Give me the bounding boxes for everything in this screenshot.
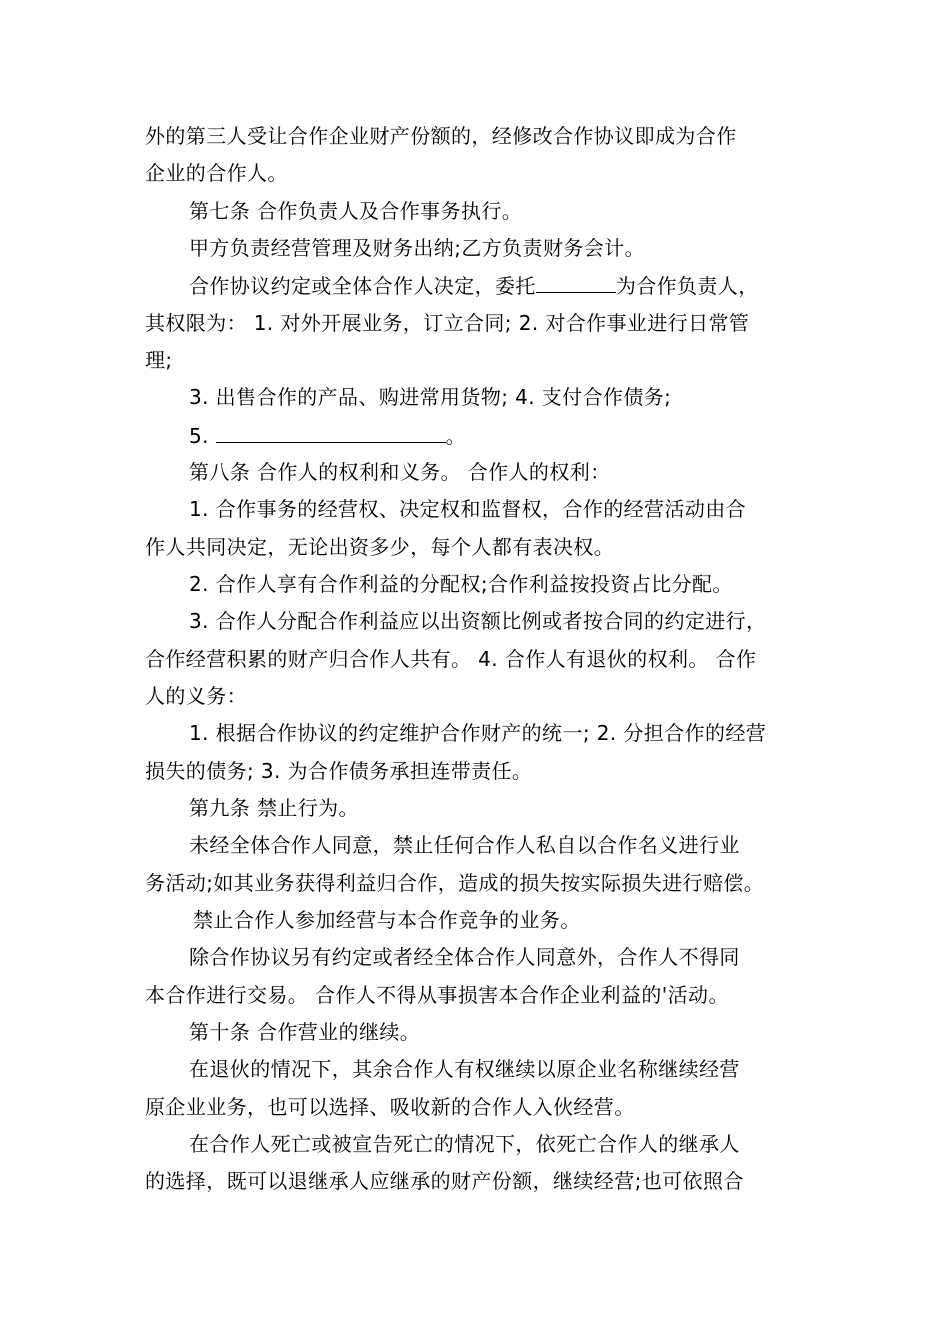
paragraph-line — [189, 270, 759, 300]
paragraph-text: 5. — [189, 424, 216, 448]
article-10-heading: 第十条 合作营业的继续。 — [189, 1020, 421, 1044]
paragraph-line: 在合作人死亡或被宣告死亡的情况下，依死亡合作人的继承人 — [189, 1132, 740, 1156]
paragraph-line: 务活动;如其业务获得利益归合作，造成的损失按实际损失进行赔偿。 — [145, 871, 765, 895]
paragraph-line: 其权限为： 1. 对外开展业务，订立合同; 2. 对合作事业进行日常管 — [145, 311, 750, 335]
paragraph-line: 本合作进行交易。 合作人不得从事损害本合作企业利益的'活动。 — [145, 983, 729, 1007]
paragraph-line: 3. 合作人分配合作利益应以出资额比例或者按合同的约定进行， — [189, 609, 767, 633]
paragraph-line: 3. 出售合作的产品、购进常用货物; 4. 支付合作债务; — [189, 385, 672, 409]
paragraph-line: 人的义务： — [145, 684, 247, 708]
paragraph-line — [189, 420, 466, 450]
paragraph-line: 作人共同决定，无论出资多少，每个人都有表决权。 — [145, 535, 615, 559]
paragraph-line: 甲方负责经营管理及财务出纳;乙方负责财务会计。 — [189, 236, 645, 260]
article-7-heading: 第七条 合作负责人及合作事务执行。 — [189, 199, 523, 223]
paragraph-line: 未经全体合作人同意，禁止任何合作人私自以合作名义进行业 — [189, 833, 740, 857]
paragraph-line: 1. 根据合作协议的约定维护合作财产的统一; 2. 分担合作的经营 — [189, 721, 767, 745]
paragraph-line: 在退伙的情况下，其余合作人有权继续以原企业名称继续经营 — [189, 1057, 740, 1081]
paragraph-line: 禁止合作人参加经营与本合作竞争的业务。 — [193, 908, 581, 932]
paragraph-line: 理; — [145, 348, 173, 372]
paragraph-text: 为合作负责人， — [615, 274, 759, 298]
paragraph-line: 2. 合作人享有合作利益的分配权;合作利益按投资占比分配。 — [189, 572, 733, 596]
fill-in-blank — [536, 270, 616, 293]
paragraph-line: 除合作协议另有约定或者经全体合作人同意外，合作人不得同 — [189, 945, 740, 969]
paragraph-text: 合作协议约定或全体合作人决定，委托 — [189, 274, 536, 298]
fill-in-blank — [216, 420, 446, 443]
article-8-heading: 第八条 合作人的权利和义务。 合作人的权利： — [189, 460, 611, 484]
paragraph-line: 的选择，既可以退继承人应继承的财产份额，继续经营;也可依照合 — [145, 1169, 744, 1193]
paragraph-line: 损失的债务; 3. 为合作债务承担连带责任。 — [145, 759, 533, 783]
paragraph-line: 原企业业务，也可以选择、吸收新的合作人入伙经营。 — [145, 1095, 635, 1119]
paragraph-line: 合作经营积累的财产归合作人共有。 4. 合作人有退伙的权利。 合作 — [145, 647, 757, 671]
paragraph-line: 1. 合作事务的经营权、决定权和监督权，合作的经营活动由合 — [189, 497, 747, 521]
paragraph-text: 。 — [445, 424, 467, 448]
paragraph-line: 企业的合作人。 — [145, 161, 288, 185]
article-9-heading: 第九条 禁止行为。 — [189, 796, 359, 820]
paragraph-line: 外的第三人受让合作企业财产份额的，经修改合作协议即成为合作 — [145, 124, 737, 148]
